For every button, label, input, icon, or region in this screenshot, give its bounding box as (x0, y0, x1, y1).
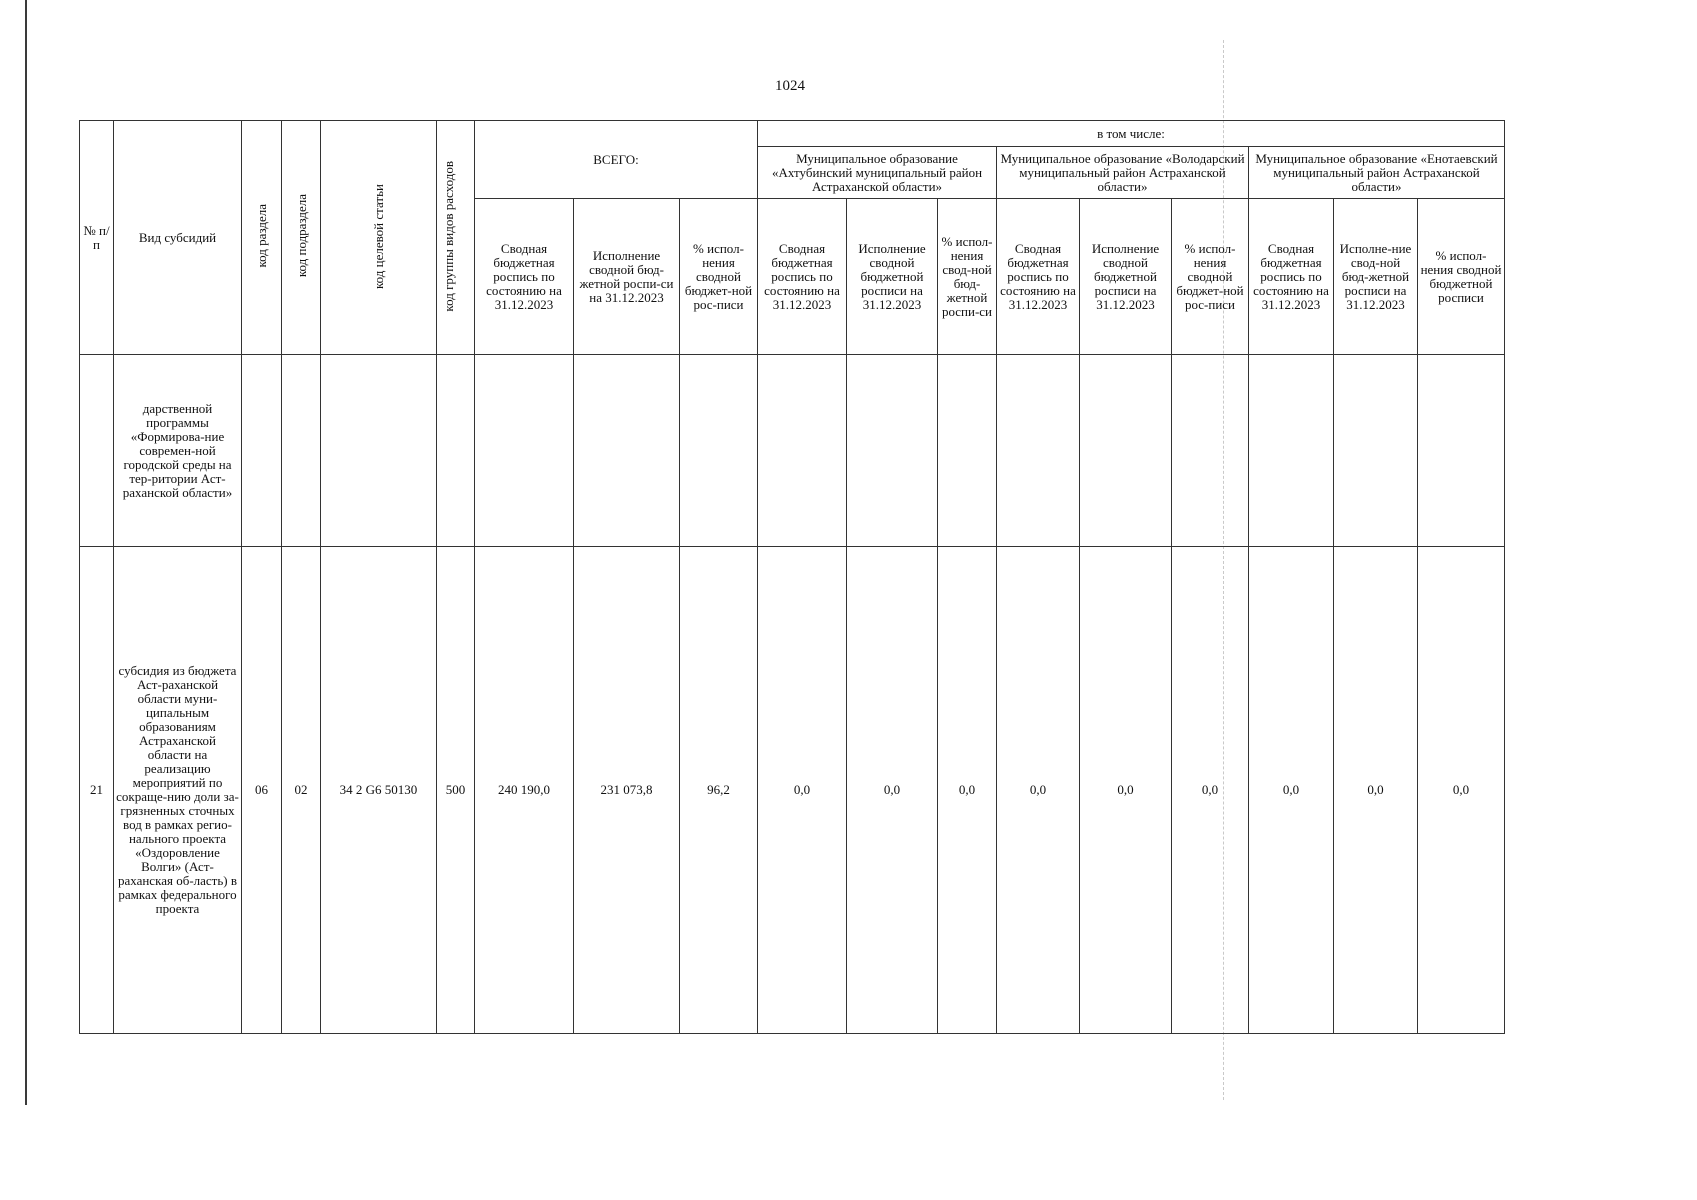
cell-value: 0,0 (847, 547, 938, 1034)
sub-header-percent: % испол-нения свод-ной бюд-жетной роспи-си (938, 199, 997, 355)
table-row (80, 547, 1505, 1034)
cell-value: 0,0 (1334, 547, 1418, 1034)
header-v-tom-chisle: в том числе: (758, 121, 1505, 147)
header-mo-akhtubinsky: Муниципальное образование «Ахтубинский муниципальный район Астраханской области» (758, 147, 997, 199)
cell-value: 240 190,0 (475, 547, 574, 1034)
header-kod-razdela: код раздела (242, 121, 282, 355)
cell-value (1080, 355, 1172, 547)
cell-podrazdel (282, 355, 321, 547)
page-number: 1024 (775, 78, 805, 94)
header-kod-tselevoy-stati: код целевой статьи (321, 121, 437, 355)
cell-value (1418, 355, 1505, 547)
sub-header-ispolnenie: Исполнение сводной бюджетной росписи на 31.12.2023 (847, 199, 938, 355)
cell-value (475, 355, 574, 547)
cell-value (997, 355, 1080, 547)
cell-razdel (242, 355, 282, 547)
sub-header-svodnaya: Сводная бюджетная роспись по состоянию на 31.12.2023 (1249, 199, 1334, 355)
sub-header-percent: % испол-нения сводной бюджет-ной рос-писи (680, 199, 758, 355)
cell-podrazdel: 02 (282, 547, 321, 1034)
header-vid-subsidiy: Вид субсидий (114, 121, 242, 355)
cell-value: 0,0 (997, 547, 1080, 1034)
cell-value: 96,2 (680, 547, 758, 1034)
cell-value: 0,0 (1418, 547, 1505, 1034)
sub-header-percent: % испол-нения сводной бюджет-ной рос-писи (1172, 199, 1249, 355)
cell-no (80, 355, 114, 547)
header-row-1 (80, 121, 1505, 147)
sub-header-ispolnenie: Исполнение сводной бюд-жетной роспи-си на 31.12.2023 (574, 199, 680, 355)
header-vsego: ВСЕГО: (475, 121, 758, 199)
cell-tselevaya: 34 2 G6 50130 (321, 547, 437, 1034)
cell-value: 231 073,8 (574, 547, 680, 1034)
cell-gruppa: 500 (437, 547, 475, 1034)
cell-value: 0,0 (758, 547, 847, 1034)
cell-value (847, 355, 938, 547)
sub-header-svodnaya: Сводная бюджетная роспись по состоянию на 31.12.2023 (997, 199, 1080, 355)
cell-no: 21 (80, 547, 114, 1034)
cell-value: 0,0 (938, 547, 997, 1034)
sub-header-ispolnenie: Исполне-ние свод-ной бюд-жетной росписи на 31.12.2023 (1334, 199, 1418, 355)
cell-value (938, 355, 997, 547)
header-kod-podrazdela: код подраздела (282, 121, 321, 355)
sub-header-svodnaya: Сводная бюджетная роспись по состоянию на 31.12.2023 (758, 199, 847, 355)
cell-value (680, 355, 758, 547)
cell-value (758, 355, 847, 547)
header-mo-volodarsky: Муниципальное образование «Володарский муниципальный район Астраханской области» (997, 147, 1249, 199)
cell-name: субсидия из бюджета Аст-раханской области муни-ципальным образованиям Астраханской области на реализацию мероприятий по сокраще-нию доли за-грязненных сточных вод в рамках регио-нального проекта «Оздоровление Волги» (Аст-раханская об-ласть) в рамках федерального проекта (114, 547, 242, 1034)
sub-header-ispolnenie: Исполнение сводной бюджетной росписи на 31.12.2023 (1080, 199, 1172, 355)
cell-razdel: 06 (242, 547, 282, 1034)
header-kod-gruppy: код группы видов расходов (437, 121, 475, 355)
cell-value: 0,0 (1249, 547, 1334, 1034)
cell-value (1249, 355, 1334, 547)
cell-value: 0,0 (1172, 547, 1249, 1034)
table-row (80, 355, 1505, 547)
cell-value (1172, 355, 1249, 547)
cell-tselevaya (321, 355, 437, 547)
sub-header-percent: % испол-нения сводной бюджетной росписи (1418, 199, 1505, 355)
left-margin-line (25, 0, 27, 1105)
sub-header-svodnaya: Сводная бюджетная роспись по состоянию на 31.12.2023 (475, 199, 574, 355)
cell-gruppa (437, 355, 475, 547)
cell-value: 0,0 (1080, 547, 1172, 1034)
cell-value (1334, 355, 1418, 547)
cell-value (574, 355, 680, 547)
header-mo-enotaevsky: Муниципальное образование «Енотаевский муниципальный район Астраханской области» (1249, 147, 1505, 199)
cell-name: дарственной программы «Формирова-ние современ-ной городской среды на тер-ритории Аст-раханской области» (114, 355, 242, 547)
header-no: № п/п (80, 121, 114, 355)
subsidy-table (79, 120, 1505, 1034)
